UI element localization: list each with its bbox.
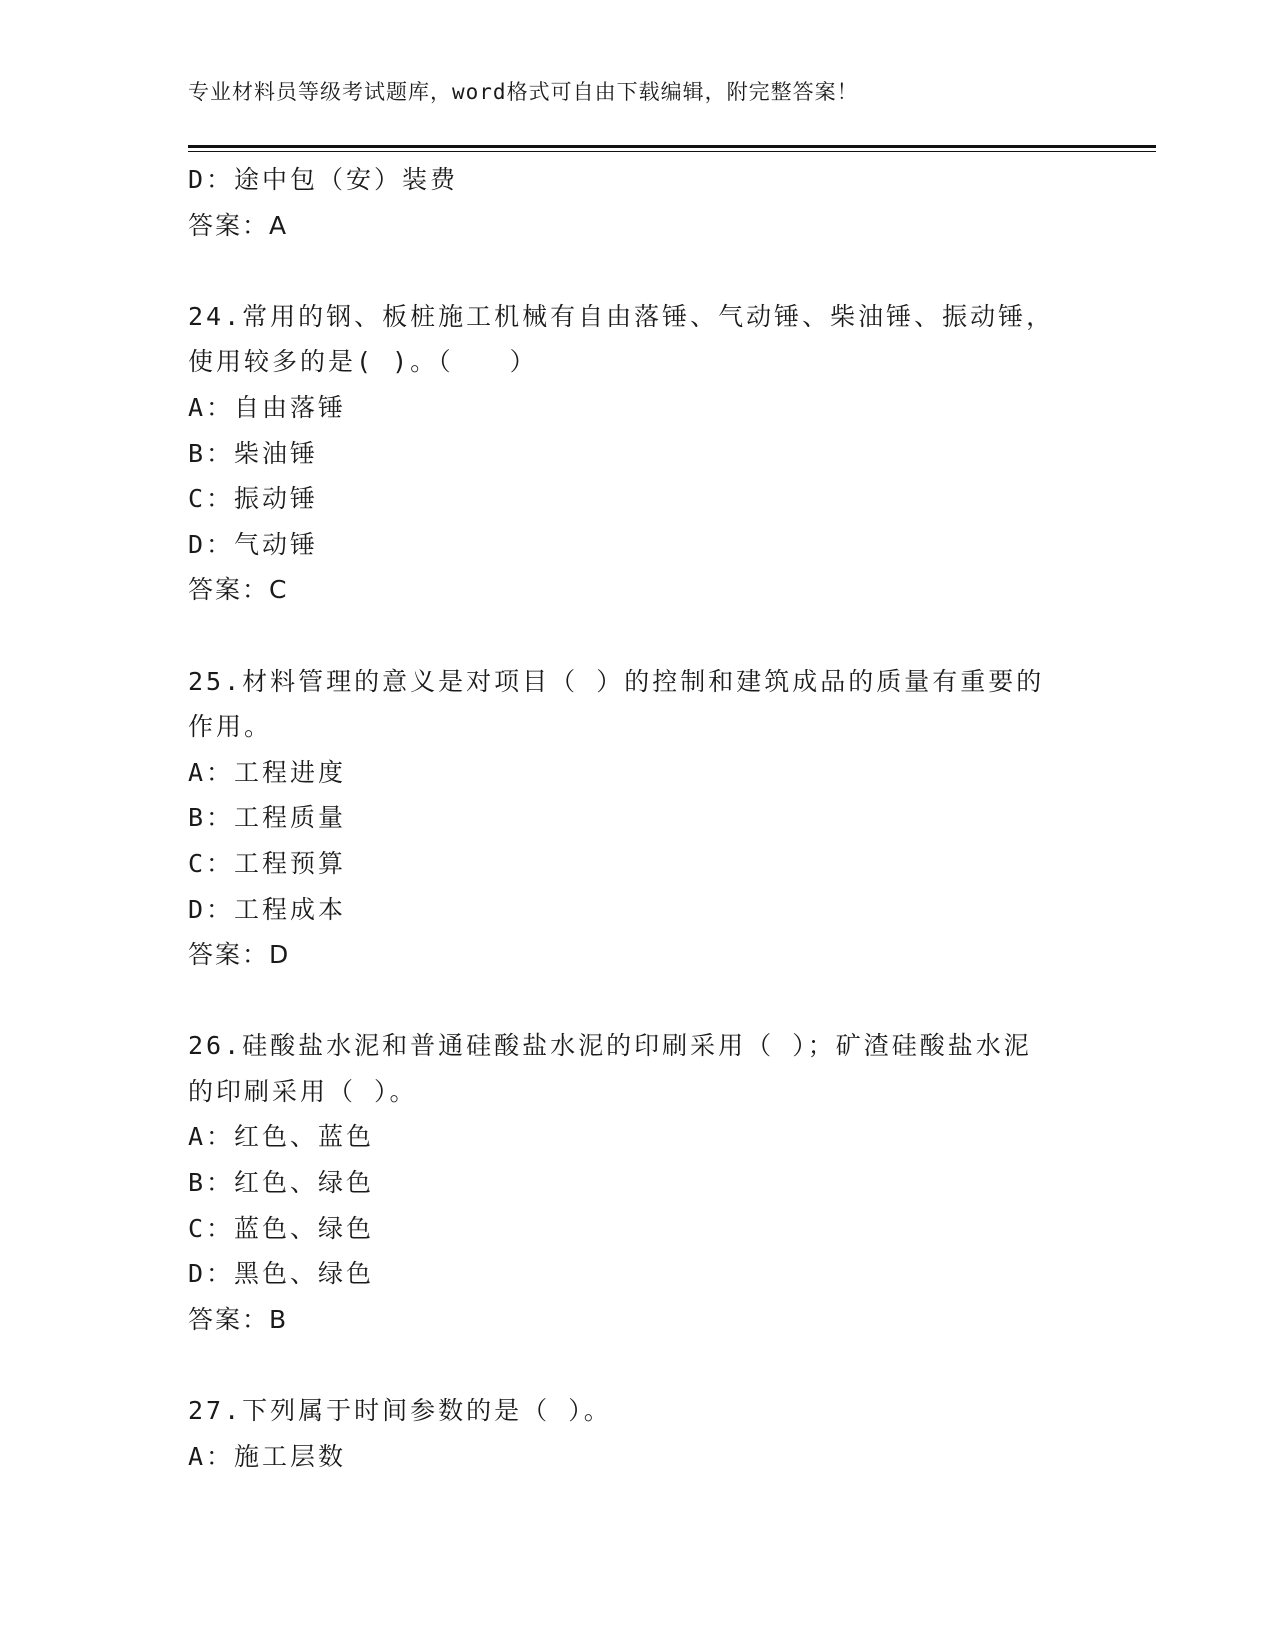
option-a: A：施工层数 <box>188 1441 347 1471</box>
question-stem-line: 25.材料管理的意义是对项目（ ）的控制和建筑成品的质量有重要的 <box>188 666 1045 696</box>
answer-line <box>188 1297 1068 1343</box>
spacer <box>188 248 1068 294</box>
option-c: C：工程预算 <box>188 848 347 878</box>
option-a: A：自由落锤 <box>188 392 347 422</box>
answer-label: 答案： <box>188 1304 270 1334</box>
spacer <box>188 978 1068 1024</box>
option-d: D：气动锤 <box>188 529 319 559</box>
spacer <box>188 1342 1068 1388</box>
question-27 <box>188 1388 1068 1479</box>
option-d: D：黑色、绿色 <box>188 1259 375 1289</box>
answer-value: D <box>269 940 290 970</box>
question-stem-line: 使用较多的是( )。（ ） <box>188 347 538 377</box>
option-a: A：工程进度 <box>188 757 347 787</box>
option-b: B：柴油锤 <box>188 438 319 468</box>
option-c: C：蓝色、绿色 <box>188 1213 375 1243</box>
answer-label: 答案： <box>188 575 270 605</box>
question-stem-line: 24.常用的钢、板桩施工机械有自由落锤、气动锤、柴油锤、振动锤， <box>188 301 1055 331</box>
header-divider-thin <box>188 151 1156 152</box>
question-24 <box>188 294 1068 613</box>
spacer <box>188 613 1068 659</box>
page-header: 专业材料员等级考试题库，word格式可自由下载编辑，附完整答案！ <box>188 80 859 104</box>
answer-label: 答案： <box>188 940 270 970</box>
option-a: A：红色、蓝色 <box>188 1122 375 1152</box>
question-26 <box>188 1023 1068 1342</box>
question-stem-line: 27.下列属于时间参数的是（ ）。 <box>188 1396 612 1426</box>
answer-line <box>188 932 1068 978</box>
answer-line <box>188 567 1068 613</box>
answer-value: B <box>269 1304 288 1334</box>
answer-label: 答案： <box>188 210 270 240</box>
question-23-continued <box>188 157 1068 248</box>
question-stem-line: 26.硅酸盐水泥和普通硅酸盐水泥的印刷采用（ ）；矿渣硅酸盐水泥 <box>188 1031 1032 1061</box>
question-25 <box>188 659 1068 978</box>
option-d: D：途中包（安）装费 <box>188 165 459 194</box>
answer-value: C <box>269 575 288 605</box>
option-c: C：振动锤 <box>188 484 319 514</box>
option-b: B：红色、绿色 <box>188 1168 375 1198</box>
header-divider-thick <box>188 145 1156 148</box>
option-b: B：工程质量 <box>188 803 347 833</box>
question-stem-line: 作用。 <box>188 712 273 742</box>
question-list <box>188 157 1068 1479</box>
answer-line <box>188 203 1068 249</box>
question-stem-line: 的印刷采用（ ）。 <box>188 1076 418 1106</box>
option-d: D：工程成本 <box>188 894 347 924</box>
answer-value: A <box>269 210 288 240</box>
